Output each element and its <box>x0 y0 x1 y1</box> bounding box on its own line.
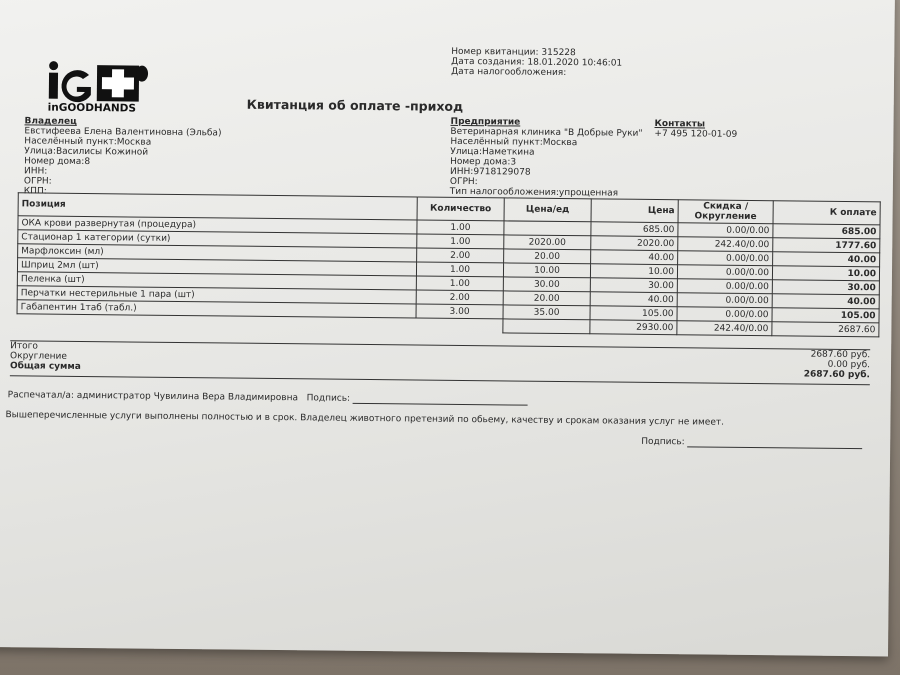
row-discount: 242.40/0.00 <box>678 237 773 252</box>
row-discount: 0.00/0.00 <box>677 265 772 280</box>
row-unit-price <box>504 221 591 236</box>
row-discount: 0.00/0.00 <box>678 223 773 238</box>
row-position: Перчатки нестерильные 1 пара (шт) <box>17 286 416 304</box>
printed-by-line <box>8 390 528 405</box>
receipt-tax-date: Дата налогообложения: <box>451 66 567 79</box>
row-price: 10.00 <box>590 264 677 279</box>
row-price: 105.00 <box>590 306 677 321</box>
row-discount: 0.00/0.00 <box>678 251 773 266</box>
company-block <box>450 117 643 199</box>
row-position: Пеленка (шт) <box>17 272 416 290</box>
row-unit-price: 20.00 <box>503 291 590 306</box>
row-to-pay: 1777.60 <box>773 238 880 253</box>
svg-text:inGOODHANDS: inGOODHANDS <box>47 101 136 115</box>
row-position: ОКА крови развернутая (процедура) <box>18 216 417 234</box>
header-to-pay: К оплате <box>773 201 880 225</box>
row-qty: 1.00 <box>417 234 504 249</box>
row-position: Габапентин 1таб (табл.) <box>17 300 416 318</box>
company-street: Улица:Наметкина <box>450 146 535 158</box>
total-value: 2687.60 руб. <box>803 369 870 381</box>
row-position: Шприц 2мл (шт) <box>17 258 416 276</box>
sum-spacer <box>17 314 416 332</box>
header-qty: Количество <box>417 197 504 221</box>
row-to-pay: 105.00 <box>772 308 879 323</box>
row-unit-price: 35.00 <box>503 305 590 320</box>
company-name: Ветеринарная клиника "В Добрые Руки" <box>450 126 643 139</box>
total-label: Общая сумма <box>9 361 81 372</box>
services-table <box>16 192 880 337</box>
printed-by: Распечатал/а: администратор Чувилина Вера Владимировна <box>7 390 299 404</box>
row-to-pay: 685.00 <box>773 224 880 239</box>
contacts-phone: +7 495 120-01-09 <box>654 128 738 140</box>
header-discount: Скидка / Округление <box>678 200 773 224</box>
row-price: 2020.00 <box>591 236 678 251</box>
row-qty: 2.00 <box>417 248 504 263</box>
row-unit-price: 2020.00 <box>504 235 591 250</box>
header-price: Цена <box>591 199 678 223</box>
signature-label: Подпись: <box>306 393 351 404</box>
owner-block <box>24 116 222 198</box>
row-price: 40.00 <box>591 250 678 265</box>
company-house: Номер дома:3 <box>450 156 517 168</box>
itogo-label: Итого <box>10 341 38 352</box>
owner-city: Населённый пункт:Москва <box>24 136 152 148</box>
signature-line <box>353 394 528 406</box>
receipt-title: Квитанция об оплате -приход <box>246 96 464 114</box>
owner-kpp: КПП: <box>23 186 47 197</box>
contacts-block <box>654 119 737 140</box>
row-to-pay: 40.00 <box>773 252 880 267</box>
row-price: 30.00 <box>590 278 677 293</box>
row-qty: 1.00 <box>416 276 503 291</box>
row-price: 40.00 <box>590 292 677 307</box>
sum-to-pay: 2687.60 <box>772 322 879 337</box>
company-heading: Предприятие <box>450 116 521 128</box>
rounding-label: Округление <box>10 351 67 362</box>
owner-name: Евстифеева Елена Валентиновна (Эльба) <box>24 126 222 139</box>
row-discount: 0.00/0.00 <box>677 293 772 308</box>
contacts-heading: Контакты <box>654 118 706 130</box>
itogo-value: 2687.60 руб. <box>810 349 871 361</box>
row-unit-price: 10.00 <box>503 263 590 278</box>
company-city: Населённый пункт:Москва <box>450 136 578 149</box>
clinic-logo-image <box>47 61 160 116</box>
row-unit-price: 30.00 <box>503 277 590 292</box>
row-qty: 1.00 <box>416 262 503 277</box>
row-qty: 1.00 <box>417 220 504 235</box>
row-position: Марфлоксин (мл) <box>18 244 417 262</box>
sum-spacer <box>416 318 503 333</box>
row-to-pay: 30.00 <box>772 280 879 295</box>
sum-price: 2930.00 <box>590 320 677 335</box>
header-position: Позиция <box>18 193 417 220</box>
company-inn: ИНН:9718129078 <box>449 166 531 178</box>
owner-heading: Владелец <box>24 116 77 127</box>
receipt-number: Номер квитанции: 315228 <box>451 46 576 59</box>
owner-house: Номер дома:8 <box>24 156 91 168</box>
row-to-pay: 40.00 <box>772 294 879 309</box>
row-qty: 2.00 <box>416 290 503 305</box>
statement: Вышеперечисленные услуги выполнены полностью и в срок. Владелец животного претензий по обьему, качеству и срокам оказания услуг не имеет. <box>5 410 725 428</box>
signature-label-2: Подпись: <box>641 436 685 448</box>
row-to-pay: 10.00 <box>772 266 879 281</box>
row-discount: 0.00/0.00 <box>677 307 772 322</box>
signature-line-2-block <box>641 437 862 449</box>
receipt-meta <box>451 47 622 79</box>
row-unit-price: 20.00 <box>504 249 591 264</box>
company-tax-type: Тип налогообложения:упрощенная <box>449 186 619 199</box>
row-qty: 3.00 <box>416 304 503 319</box>
rounding-value: 0.00 руб. <box>827 359 871 371</box>
row-price: 685.00 <box>591 222 678 237</box>
sum-discount: 242.40/0.00 <box>677 321 772 336</box>
receipt-created: Дата создания: 18.01.2020 10:46:01 <box>451 56 623 69</box>
owner-street: Улица:Василисы Кожиной <box>24 146 149 158</box>
clinic-logo <box>47 61 160 116</box>
row-discount: 0.00/0.00 <box>677 279 772 294</box>
owner-inn: ИНН: <box>23 166 48 177</box>
owner-ogrn: ОГРН: <box>23 176 52 187</box>
sum-unit-empty <box>503 319 590 334</box>
company-ogrn: ОГРН: <box>449 176 478 188</box>
signature-line-2 <box>688 437 863 449</box>
header-unit-price: Цена/ед <box>504 198 591 222</box>
row-position: Стационар 1 категории (сутки) <box>18 230 417 248</box>
totals-block <box>10 340 870 385</box>
